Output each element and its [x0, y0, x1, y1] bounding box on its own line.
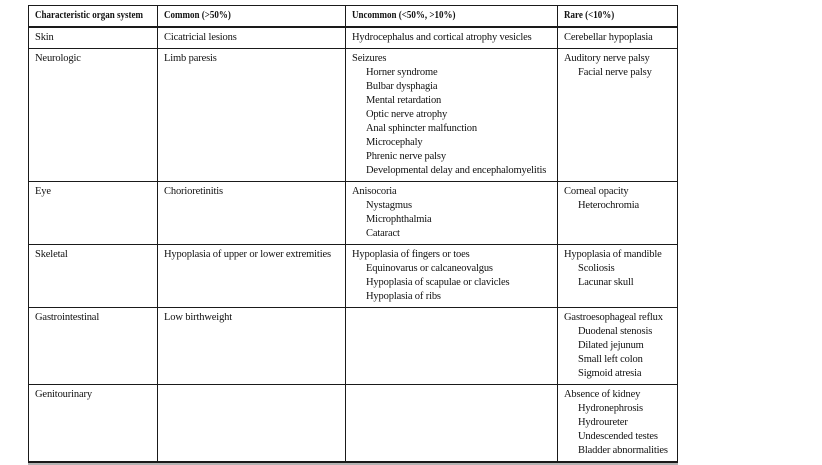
finding-primary: Neurologic [35, 53, 81, 64]
finding-primary: Auditory nerve palsy [564, 53, 650, 64]
column-header-organ-system: Characteristic organ system [29, 6, 158, 28]
organ-system-cell [29, 385, 158, 463]
finding-sub: Heterochromia [578, 200, 640, 211]
column-header-rare: Rare (<10%) [558, 6, 678, 28]
finding-primary: Cerebellar hypoplasia [564, 32, 653, 43]
finding-sub: Cataract [366, 228, 400, 239]
finding-primary: Gastrointestinal [35, 312, 100, 323]
finding-primary: Hypoplasia of mandible [564, 249, 662, 260]
finding-primary: Seizures [352, 53, 387, 64]
organ-system-cell [29, 49, 158, 182]
finding-primary: Genitourinary [35, 389, 92, 400]
finding-primary: Absence of kidney [564, 389, 641, 400]
common-cell [158, 27, 346, 49]
organ-system-cell [29, 27, 158, 49]
rare-cell [558, 182, 678, 245]
finding-sub: Hypoplasia of ribs [366, 291, 441, 302]
finding-sub: Phrenic nerve palsy [366, 151, 446, 162]
finding-sub: Lacunar skull [578, 277, 634, 288]
finding-primary: Eye [35, 186, 51, 197]
finding-sub: Facial nerve palsy [578, 67, 652, 78]
finding-sub: Bladder abnormalities [578, 445, 668, 456]
rare-cell [558, 245, 678, 308]
finding-primary: Low birthweight [164, 312, 233, 323]
finding-primary: Hydrocephalus and cortical atrophy vesicles [352, 32, 532, 43]
finding-sub: Scoliosis [578, 263, 615, 274]
table-row [29, 385, 678, 463]
finding-primary: Anisocoria [352, 186, 397, 197]
table-row [29, 245, 678, 308]
finding-primary: Skeletal [35, 249, 68, 260]
finding-sub: Horner syndrome [366, 67, 438, 78]
common-cell [158, 308, 346, 385]
table-row [29, 27, 678, 49]
finding-primary: Corneal opacity [564, 186, 629, 197]
finding-sub: Duodenal stenosis [578, 326, 653, 337]
finding-primary: Cicatricial lesions [164, 32, 237, 43]
rare-cell [558, 385, 678, 463]
table-row [29, 182, 678, 245]
organ-system-cell [29, 245, 158, 308]
finding-primary: Hypoplasia of upper or lower extremities [164, 249, 331, 260]
rare-cell [558, 27, 678, 49]
finding-sub: Mental retardation [366, 95, 442, 106]
finding-sub: Developmental delay and encephalomyelitis [366, 165, 547, 176]
column-header-uncommon: Uncommon (<50%, >10%) [346, 6, 558, 28]
rare-cell [558, 49, 678, 182]
table-row [29, 49, 678, 182]
finding-primary: Chorioretinitis [164, 186, 223, 197]
finding-sub: Dilated jejunum [578, 340, 644, 351]
uncommon-cell [346, 385, 558, 463]
finding-sub: Microcephaly [366, 137, 423, 148]
finding-primary: Skin [35, 32, 54, 43]
finding-primary: Hypoplasia of fingers or toes [352, 249, 470, 260]
table-row [29, 308, 678, 385]
uncommon-cell [346, 182, 558, 245]
finding-sub: Optic nerve atrophy [366, 109, 448, 120]
finding-sub: Nystagmus [366, 200, 412, 211]
uncommon-cell [346, 308, 558, 385]
finding-sub: Microphthalmia [366, 214, 432, 225]
finding-sub: Undescended testes [578, 431, 658, 442]
uncommon-cell [346, 245, 558, 308]
table-body [29, 27, 678, 462]
header-row [29, 6, 678, 28]
finding-primary: Gastroesophageal reflux [564, 312, 663, 323]
finding-sub: Small left colon [578, 354, 643, 365]
uncommon-cell [346, 49, 558, 182]
finding-sub: Bulbar dysphagia [366, 81, 438, 92]
organ-system-cell [29, 308, 158, 385]
finding-sub: Equinovarus or calcaneovalgus [366, 263, 493, 274]
finding-sub: Hydronephrosis [578, 403, 643, 414]
common-cell [158, 182, 346, 245]
finding-sub: Hypoplasia of scapulae or clavicles [366, 277, 510, 288]
finding-primary: Limb paresis [164, 53, 217, 64]
common-cell [158, 245, 346, 308]
organ-system-findings-table [28, 5, 678, 463]
findings-table-container [28, 5, 678, 463]
finding-sub: Anal sphincter malfunction [366, 123, 477, 134]
rare-cell [558, 308, 678, 385]
uncommon-cell [346, 27, 558, 49]
finding-sub: Hydroureter [578, 417, 628, 428]
common-cell [158, 385, 346, 463]
common-cell [158, 49, 346, 182]
finding-sub: Sigmoid atresia [578, 368, 642, 379]
organ-system-cell [29, 182, 158, 245]
column-header-common: Common (>50%) [158, 6, 346, 28]
